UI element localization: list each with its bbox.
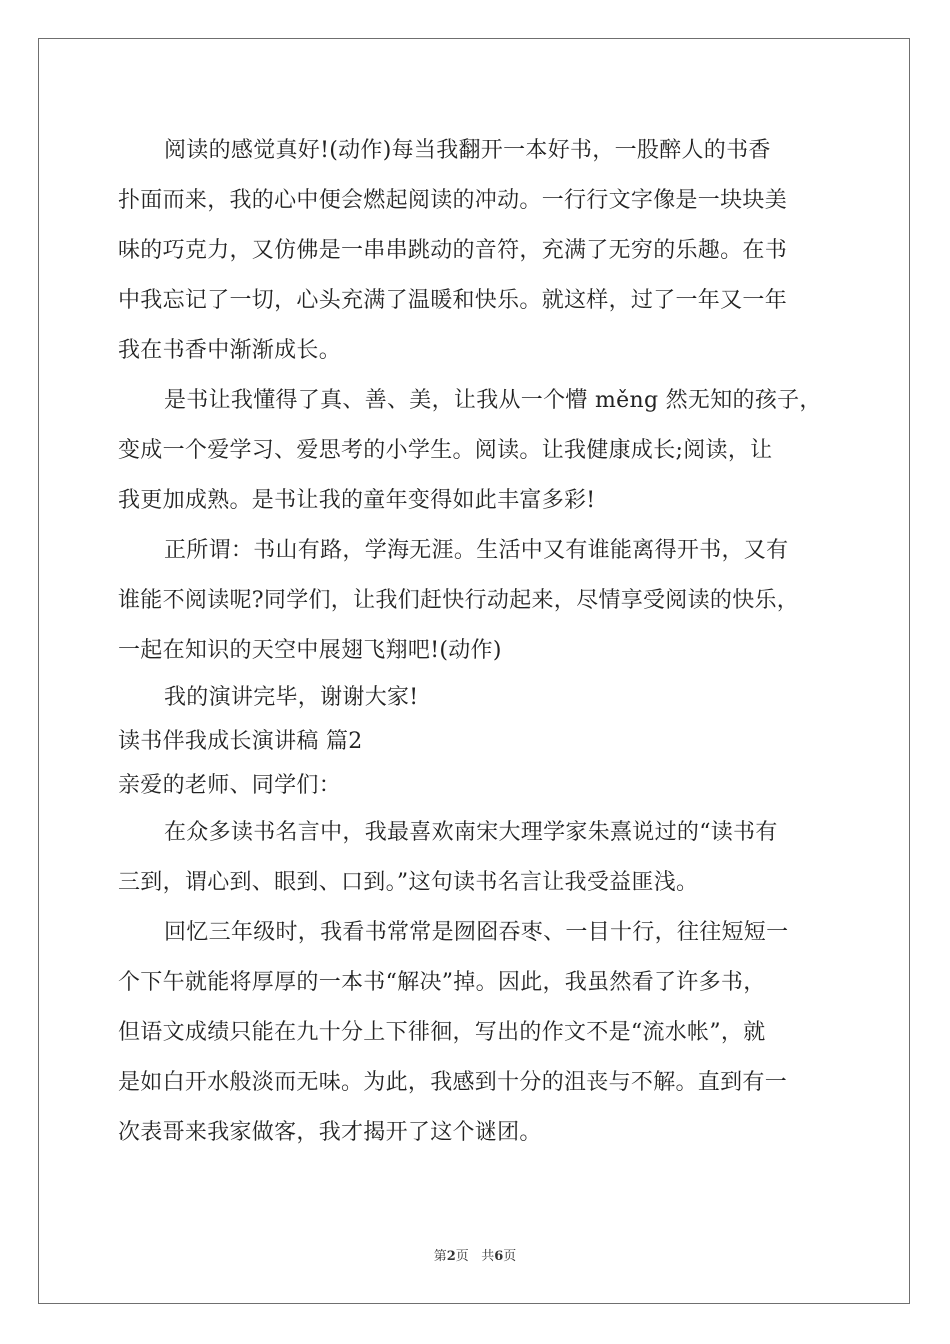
paragraph-1: [118, 126, 838, 376]
page-prefix: 第: [433, 1249, 447, 1264]
document-body: [118, 126, 838, 1158]
total-suffix: 页: [503, 1249, 517, 1264]
paragraph-6: [118, 908, 838, 1158]
paragraph-2: [118, 376, 838, 526]
text-line: 但语文成绩只能在九十分上下徘徊，写出的作文不是“流水帐”，就: [118, 1020, 766, 1045]
text-line: 次表哥来我家做客，我才揭开了这个谜团。: [118, 1120, 542, 1145]
paragraph-3: [118, 526, 838, 676]
text-line: 变成一个爱学习、爱思考的小学生。阅读。让我健康成长;阅读，让: [118, 438, 773, 463]
text-line: 中我忘记了一切，心头充满了温暖和快乐。就这样，过了一年又一年: [118, 288, 788, 313]
text-line: 个下午就能将厚厚的一本书“解决”掉。因此，我虽然看了许多书，: [118, 970, 766, 995]
paragraph-4: [118, 676, 838, 720]
text-line: 阅读的感觉真好!(动作)每当我翻开一本好书，一股醉人的书香: [164, 138, 771, 163]
text-line: 三到，谓心到、眼到、口到。”这句读书名言让我受益匪浅。: [118, 870, 699, 895]
text-line: 正所谓：书山有路，学海无涯。生活中又有谁能离得开书，又有: [164, 538, 789, 563]
text-line: 回忆三年级时，我看书常常是囫囵吞枣、一目十行，往往短短一: [164, 920, 789, 945]
text-line: 是书让我懂得了真、善、美，让我从一个懵 měng 然无知的孩子，: [164, 388, 822, 413]
total-prefix: 共: [481, 1249, 495, 1264]
text-line: 谁能不阅读呢?同学们，让我们赶快行动起来，尽情享受阅读的快乐，: [118, 588, 800, 613]
current-page-number: 2: [446, 1249, 456, 1264]
text-line: 一起在知识的天空中展翅飞翔吧!(动作): [118, 638, 502, 663]
paragraph-5: [118, 808, 838, 908]
text-line: 是如白开水般淡而无味。为此，我感到十分的沮丧与不解。直到有一: [118, 1070, 788, 1095]
salutation: 亲爱的老师、同学们：: [118, 773, 342, 798]
page-suffix: 页: [455, 1249, 469, 1264]
text-line: 我的演讲完毕，谢谢大家!: [164, 685, 419, 710]
text-line: 扑面而来，我的心中便会燃起阅读的冲动。一行行文字像是一块块美: [118, 188, 788, 213]
page-footer: [0, 1248, 950, 1266]
section-heading: 读书伴我成长演讲稿 篇2: [118, 729, 363, 754]
text-line: 我在书香中渐渐成长。: [118, 338, 342, 363]
total-page-number: 6: [494, 1249, 504, 1264]
text-line: 我更加成熟。是书让我的童年变得如此丰富多彩!: [118, 488, 596, 513]
text-line: 在众多读书名言中，我最喜欢南宋大理学家朱熹说过的“读书有: [164, 820, 778, 845]
text-line: 味的巧克力，又仿佛是一串串跳动的音符，充满了无穷的乐趣。在书: [118, 238, 788, 263]
